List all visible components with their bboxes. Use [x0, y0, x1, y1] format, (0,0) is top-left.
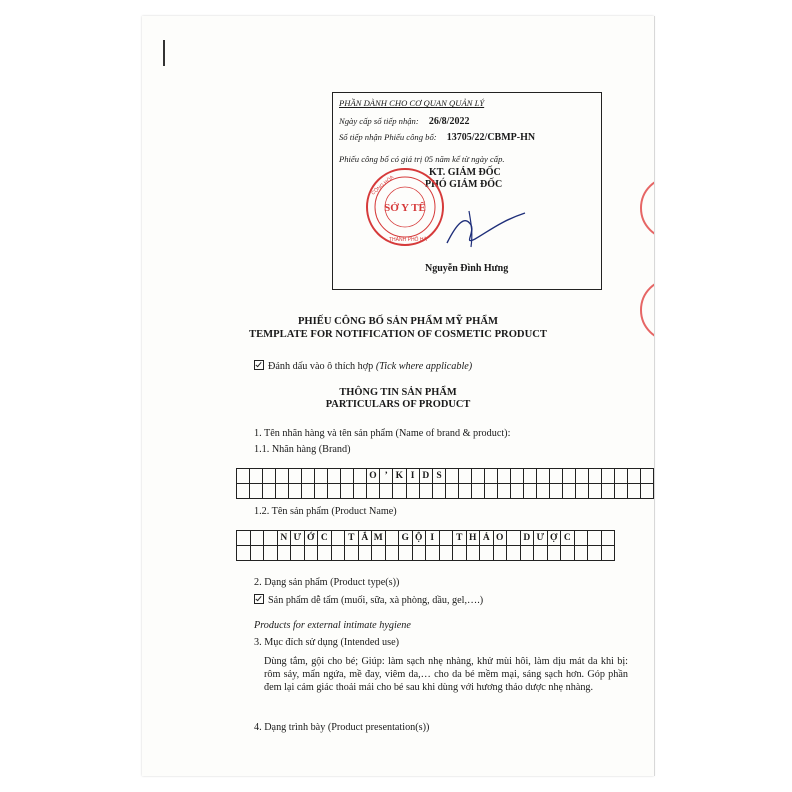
grid-cell	[601, 531, 615, 546]
grid-cell	[627, 469, 640, 484]
grid-cell: Ắ	[358, 531, 372, 546]
grid-cell	[380, 484, 393, 499]
product-type-option	[254, 594, 483, 606]
grid-cell: O	[493, 531, 507, 546]
grid-cell	[537, 484, 550, 499]
grid-cell	[524, 484, 537, 499]
grid-cell	[588, 484, 601, 499]
grid-cell	[575, 484, 588, 499]
grid-cell	[614, 469, 627, 484]
grid-cell	[385, 531, 399, 546]
product-type-text: Sản phẩm dễ tẩm (muối, sữa, xà phòng, dầu, gel,….)	[268, 595, 484, 606]
grid-cell	[288, 469, 301, 484]
grid-cell	[366, 484, 379, 499]
grid-cell	[485, 469, 498, 484]
grid-cell	[485, 484, 498, 499]
issue-date-label: Ngày cấp số tiếp nhận:	[339, 116, 419, 126]
grid-cell: I	[426, 531, 440, 546]
grid-cell	[588, 531, 602, 546]
grid-cell	[264, 531, 278, 546]
section-title-en: PARTICULARS OF PRODUCT	[325, 399, 471, 410]
grid-cell	[345, 546, 359, 561]
grid-cell	[406, 484, 419, 499]
seal-center-text: SỞ Y TẾ	[384, 202, 426, 214]
checkbox-checked-icon	[254, 360, 264, 370]
grid-cell	[498, 469, 511, 484]
grid-cell: C	[561, 531, 575, 546]
receipt-number-value: 13705/22/CBMP-HN	[446, 132, 536, 143]
checkbox-checked-icon	[254, 594, 264, 604]
grid-cell	[472, 484, 485, 499]
grid-cell	[446, 484, 459, 499]
grid-cell	[426, 546, 440, 561]
grid-cell	[640, 484, 653, 499]
grid-cell	[549, 484, 562, 499]
deputy-director-label: PHÓ GIÁM ĐỐC	[425, 179, 503, 190]
tick-instruction	[254, 360, 472, 372]
grid-cell: K	[393, 469, 406, 484]
grid-cell	[511, 484, 524, 499]
grid-cell	[534, 546, 548, 561]
grid-cell	[480, 546, 494, 561]
grid-cell	[393, 484, 406, 499]
grid-cell	[275, 469, 288, 484]
grid-cell	[237, 531, 251, 546]
page-edge	[654, 16, 655, 776]
section-title-vi: THÔNG TIN SẢN PHẨM	[339, 387, 457, 398]
grid-cell	[453, 546, 467, 561]
grid-cell	[562, 484, 575, 499]
grid-cell: G	[399, 531, 413, 546]
item-3-label: 3. Mục đích sử dụng (Intended use)	[254, 637, 400, 648]
grid-cell	[493, 546, 507, 561]
grid-cell	[304, 546, 318, 561]
grid-cell: S	[432, 469, 445, 484]
grid-cell	[327, 469, 340, 484]
grid-cell	[446, 469, 459, 484]
grid-cell: O	[366, 469, 379, 484]
grid-cell	[331, 531, 345, 546]
grid-cell	[588, 469, 601, 484]
grid-cell: Ư	[534, 531, 548, 546]
form-title-vi: PHIẾU CÔNG BỐ SẢN PHẨM MỸ PHẨM	[297, 316, 499, 327]
grid-cell	[301, 469, 314, 484]
grid-cell: D	[419, 469, 432, 484]
grid-cell	[237, 546, 251, 561]
grid-cell	[601, 469, 614, 484]
grid-cell	[459, 469, 472, 484]
grid-cell	[262, 484, 275, 499]
grid-cell	[627, 484, 640, 499]
grid-cell	[314, 484, 327, 499]
receipt-number-label: Số tiếp nhận Phiếu công bố:	[339, 132, 437, 142]
grid-cell	[640, 469, 653, 484]
grid-cell: T	[345, 531, 359, 546]
grid-cell	[301, 484, 314, 499]
grid-cell: Ư	[291, 531, 305, 546]
product-grid	[236, 530, 615, 561]
grid-cell: C	[318, 531, 332, 546]
grid-cell	[291, 546, 305, 561]
grid-cell	[353, 469, 366, 484]
grid-cell: Ợ	[547, 531, 561, 546]
grid-cell	[472, 469, 485, 484]
authority-heading: PHẦN DÀNH CHO CƠ QUAN QUẢN LÝ	[339, 98, 485, 108]
grid-cell	[520, 546, 534, 561]
grid-cell: I	[406, 469, 419, 484]
on-behalf-label: KT. GIÁM ĐỐC	[429, 167, 501, 178]
brand-grid-row-blank	[237, 484, 654, 499]
grid-cell	[353, 484, 366, 499]
grid-cell	[250, 531, 264, 546]
grid-cell	[399, 546, 413, 561]
grid-cell	[439, 546, 453, 561]
grid-cell	[331, 546, 345, 561]
grid-cell	[412, 546, 426, 561]
svg-text:THÀNH PHỐ HÀ: THÀNH PHỐ HÀ	[389, 237, 427, 243]
grid-cell: Ả	[480, 531, 494, 546]
authority-box	[332, 92, 602, 290]
grid-cell	[314, 469, 327, 484]
grid-cell	[511, 469, 524, 484]
grid-cell	[561, 546, 575, 561]
item-1-1-label: 1.1. Nhãn hàng (Brand)	[254, 444, 351, 455]
grid-cell	[574, 531, 588, 546]
grid-cell	[250, 546, 264, 561]
grid-cell	[264, 546, 278, 561]
grid-cell	[562, 469, 575, 484]
grid-cell	[340, 469, 353, 484]
grid-cell	[262, 469, 275, 484]
grid-cell	[498, 484, 511, 499]
grid-cell	[601, 484, 614, 499]
grid-cell	[288, 484, 301, 499]
intended-use-text: Dùng tắm, gội cho bé; Giúp: làm sạch nhẹ nhàng, khử mùi hôi, làm dịu mát da khi bị: rôm sảy, mẩn ngứa, mề đay, viêm da,… cho da bé mềm mại, sáng sạch hơn. Góp phần đem lại cảm giác thoải mái cho bé sau khi dùng với hương thảo dược nhẹ nhàng.	[264, 656, 628, 693]
product-grid-row-blank	[237, 546, 615, 561]
grid-cell	[372, 546, 386, 561]
grid-cell: M	[372, 531, 386, 546]
form-title-en: TEMPLATE FOR NOTIFICATION OF COSMETIC PRODUCT	[249, 329, 547, 340]
receipt-number-row	[339, 131, 535, 144]
grid-cell: D	[520, 531, 534, 546]
grid-cell	[439, 531, 453, 546]
grid-cell	[549, 469, 562, 484]
grid-cell	[249, 484, 262, 499]
grid-cell	[507, 531, 521, 546]
grid-cell	[358, 546, 372, 561]
grid-cell	[249, 469, 262, 484]
grid-cell	[432, 484, 445, 499]
grid-cell	[327, 484, 340, 499]
tick-instruction-vi: Đánh dấu vào ô thích hợp	[268, 361, 374, 372]
grid-cell	[459, 484, 472, 499]
grid-cell	[318, 546, 332, 561]
signature-mark	[441, 203, 531, 253]
grid-cell	[466, 546, 480, 561]
grid-cell	[524, 469, 537, 484]
item-1-label: 1. Tên nhãn hàng và tên sản phẩm (Name of brand & product):	[254, 428, 511, 439]
grid-cell	[340, 484, 353, 499]
grid-cell	[419, 484, 432, 499]
item-2-label: 2. Dạng sản phẩm (Product type(s))	[254, 577, 400, 588]
validity-note: Phiếu công bố có giá trị 05 năm kể từ ngày cấp.	[339, 154, 505, 164]
grid-cell	[601, 546, 615, 561]
grid-cell	[588, 546, 602, 561]
svg-text:CỘNG HÒA: CỘNG HÒA	[370, 174, 396, 197]
document-content	[142, 16, 654, 776]
external-hygiene-note: Products for external intimate hygiene	[254, 620, 411, 631]
grid-cell: T	[453, 531, 467, 546]
grid-cell: ’	[380, 469, 393, 484]
issue-date-value: 26/8/2022	[428, 116, 470, 127]
grid-cell	[574, 546, 588, 561]
grid-cell: N	[277, 531, 291, 546]
grid-cell	[385, 546, 399, 561]
grid-cell	[614, 484, 627, 499]
signer-name: Nguyễn Đình Hưng	[425, 263, 509, 274]
grid-cell	[507, 546, 521, 561]
grid-cell	[547, 546, 561, 561]
item-1-2-label: 1.2. Tên sản phẩm (Product Name)	[254, 506, 397, 517]
grid-cell: H	[466, 531, 480, 546]
brand-grid	[236, 468, 654, 499]
item-4-label: 4. Dạng trình bày (Product presentation(s))	[254, 722, 430, 733]
grid-cell	[275, 484, 288, 499]
tick-instruction-en: (Tick where applicable)	[375, 361, 473, 372]
grid-cell	[575, 469, 588, 484]
issue-date-row	[339, 115, 469, 128]
grid-cell	[237, 484, 250, 499]
grid-cell	[237, 469, 250, 484]
product-grid-row	[237, 531, 615, 546]
official-seal-icon	[363, 165, 447, 249]
grid-cell: Ộ	[412, 531, 426, 546]
grid-cell	[277, 546, 291, 561]
grid-cell	[537, 469, 550, 484]
brand-grid-row	[237, 469, 654, 484]
grid-cell: Ớ	[304, 531, 318, 546]
